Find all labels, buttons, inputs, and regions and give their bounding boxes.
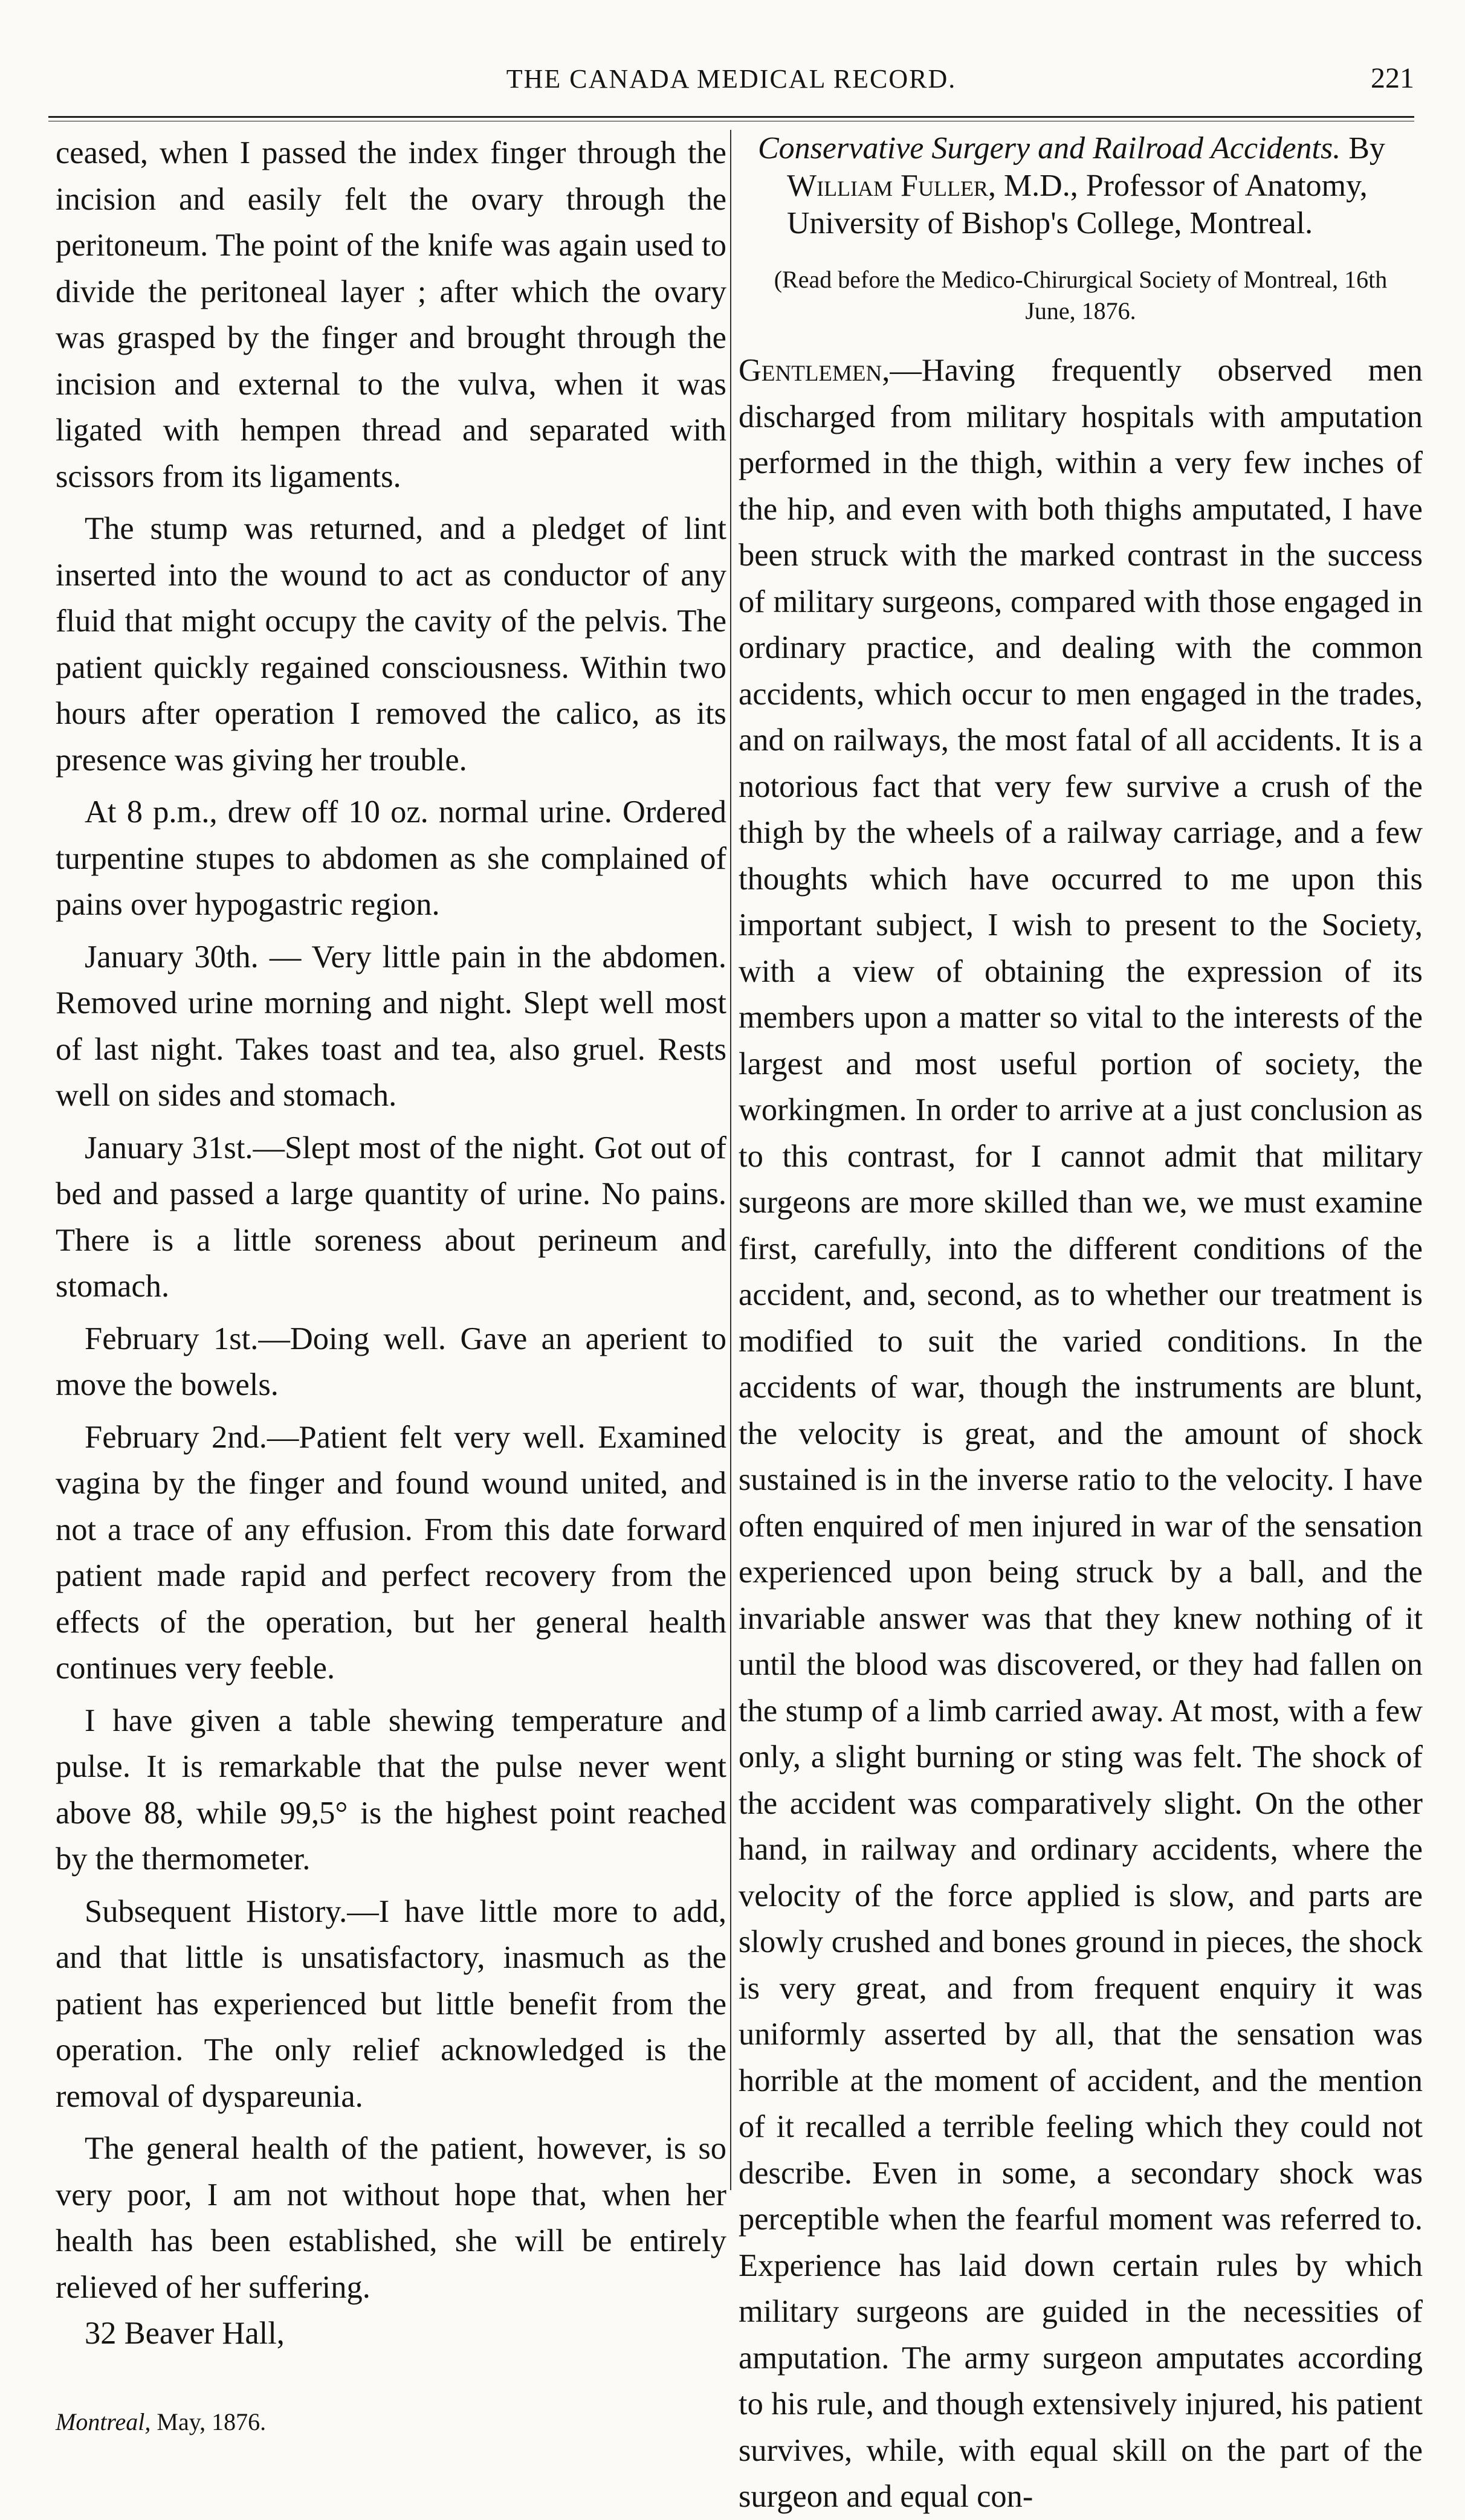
left-paragraph-7: February 2nd.—Patient felt very well. Examined vagina by the finger and found wound united, and not a trace of any effusion. From this date forward patient made rapid and perfect recovery from the effects of the operation, but her general health continues very feeble. [56, 1419, 726, 1686]
by-word: By [1348, 131, 1385, 166]
page-number: 221 [1371, 62, 1414, 94]
journal-title: THE CANADA MEDICAL RECORD. [506, 63, 957, 94]
dateline-date: May, 1876. [157, 2408, 267, 2435]
author-role: Professor of Anatomy, [1085, 169, 1368, 203]
left-paragraph-8: I have given a table shewing temperature and pulse. It is remarkable that the pulse never went above 88, while 99,5° is the highest point reached by the thermometer. [56, 1703, 726, 1877]
column-divider [730, 130, 731, 2190]
salutation: Gentlemen, [739, 353, 890, 388]
address-line: 32 Beaver Hall, [85, 2316, 285, 2351]
byline [787, 167, 1423, 205]
article-title: Conservative Surgery and Railroad Accidents. [758, 131, 1341, 166]
dateline [56, 2399, 726, 2446]
header-rule [48, 116, 1414, 121]
author-affiliation: University of Bishop's College, Montreal. [787, 206, 1313, 240]
left-paragraph-9: Subsequent History.—I have little more to add, and that little is unsatisfactory, inasmuch as the patient has experienced but little benefit from the operation. The only relief acknowledged is the removal of dyspareunia. [56, 1893, 726, 2114]
left-paragraph-1: ceased, when I passed the index finger through the incision and easily felt the ovary through the peritoneum. The point of the knife was again used to divide the peritoneal layer ; after which the ovary was grasped by the finger and brought through the incision and external to the vulva, when it was ligated with hempen thread and separated with scissors from its ligaments. [56, 135, 726, 494]
right-paragraph-1 [739, 347, 1423, 2520]
left-paragraph-5: January 31st.—Slept most of the night. Got out of bed and passed a large quantity of urine. No pains. There is a little soreness about perineum and stomach. [56, 1130, 726, 1304]
right-paragraph-body: —Having frequently observed men discharged from military hospitals with amputation performed in the thigh, within a very few inches of the hip, and even with both thighs amputated, I have been struck with the marked contrast in the success of military surgeons, compared with those engaged in ordinary practice, and dealing with the common accidents, which occur to men engaged in the trades, and on railways, the most fatal of all accidents. It is a notorious fact that very few survive a crush of the thigh by the wheels of a railway carriage, and a few thoughts which have occurred to me upon this important subject, I wish to present to the Society, with a view of obtaining the expression of its members upon a matter so vital to the interests of the largest and most useful portion of society, the workingmen. In order to arrive at a just conclusion as to this contrast, for I cannot admit that military surgeons are more skilled than we, we must examine first, carefully, into the different conditions of the accident, and, second, as to whether our treatment is modified to suit the varied conditions. In the accidents of war, though the instruments are blunt, the velocity is great, and the amount of shock sustained is in the inverse ratio to the velocity. I have often enquired of men injured in war of the sensation experienced upon being struck by a ball, and the invariable answer was that they knew nothing of it until the blood was discovered, or they had fallen on the stump of a limb carried away. At most, with a few only, a slight burning or sting was felt. The shock of the accident was comparatively slight. On the other hand, in railway and ordinary accidents, where the velocity of the force applied is slow, and parts are slowly crushed and bones ground in pieces, the shock is very great, and from frequent enquiry it was uniformly asserted by all, that the sensation was horrible at the moment of accident, and the mention of it recalled a terrible feeling which they could not describe. Even in some, a secondary shock was perceptible when the fearful moment was referred to. Experience has laid down certain rules by which military surgeons are guided in the necessities of amputation. The army surgeon amputates according to his rule, and though extensively injured, his patient survives, while, with equal skill on the part of the surgeon and equal con- [739, 353, 1423, 2514]
left-paragraph-4: January 30th. — Very little pain in the abdomen. Removed urine morning and night. Slept well most of last night. Takes toast and tea, also gruel. Rests well on sides and stomach. [56, 939, 726, 1113]
article-heading [758, 130, 1423, 167]
left-paragraph-6: February 1st.—Doing well. Gave an aperient to move the bowels. [56, 1321, 726, 1402]
page-header [48, 48, 1414, 109]
left-paragraph-3: At 8 p.m., drew off 10 oz. normal urine. Ordered turpentine stupes to abdomen as she complained of pains over hypogastric region. [56, 794, 726, 922]
left-paragraph-2: The stump was returned, and a pledget of lint inserted into the wound to act as conductor of any fluid that might occupy the cavity of the pelvis. The patient quickly regained consciousness. Within two hours after operation I removed the calico, as its presence was giving her trouble. [56, 511, 726, 778]
author-name: William Fuller, M.D., [787, 169, 1078, 203]
left-column [56, 130, 726, 2435]
right-column [739, 130, 1423, 2514]
dateline-place: Montreal, [56, 2408, 151, 2435]
left-paragraph-10: The general health of the patient, however, is so very poor, I am not without hope that, when her health has been established, she will be entirely relieved of her suffering. [56, 2131, 726, 2305]
read-note: (Read before the Medico-Chirurgical Society of Montreal, 16th June, 1876. [774, 266, 1388, 324]
